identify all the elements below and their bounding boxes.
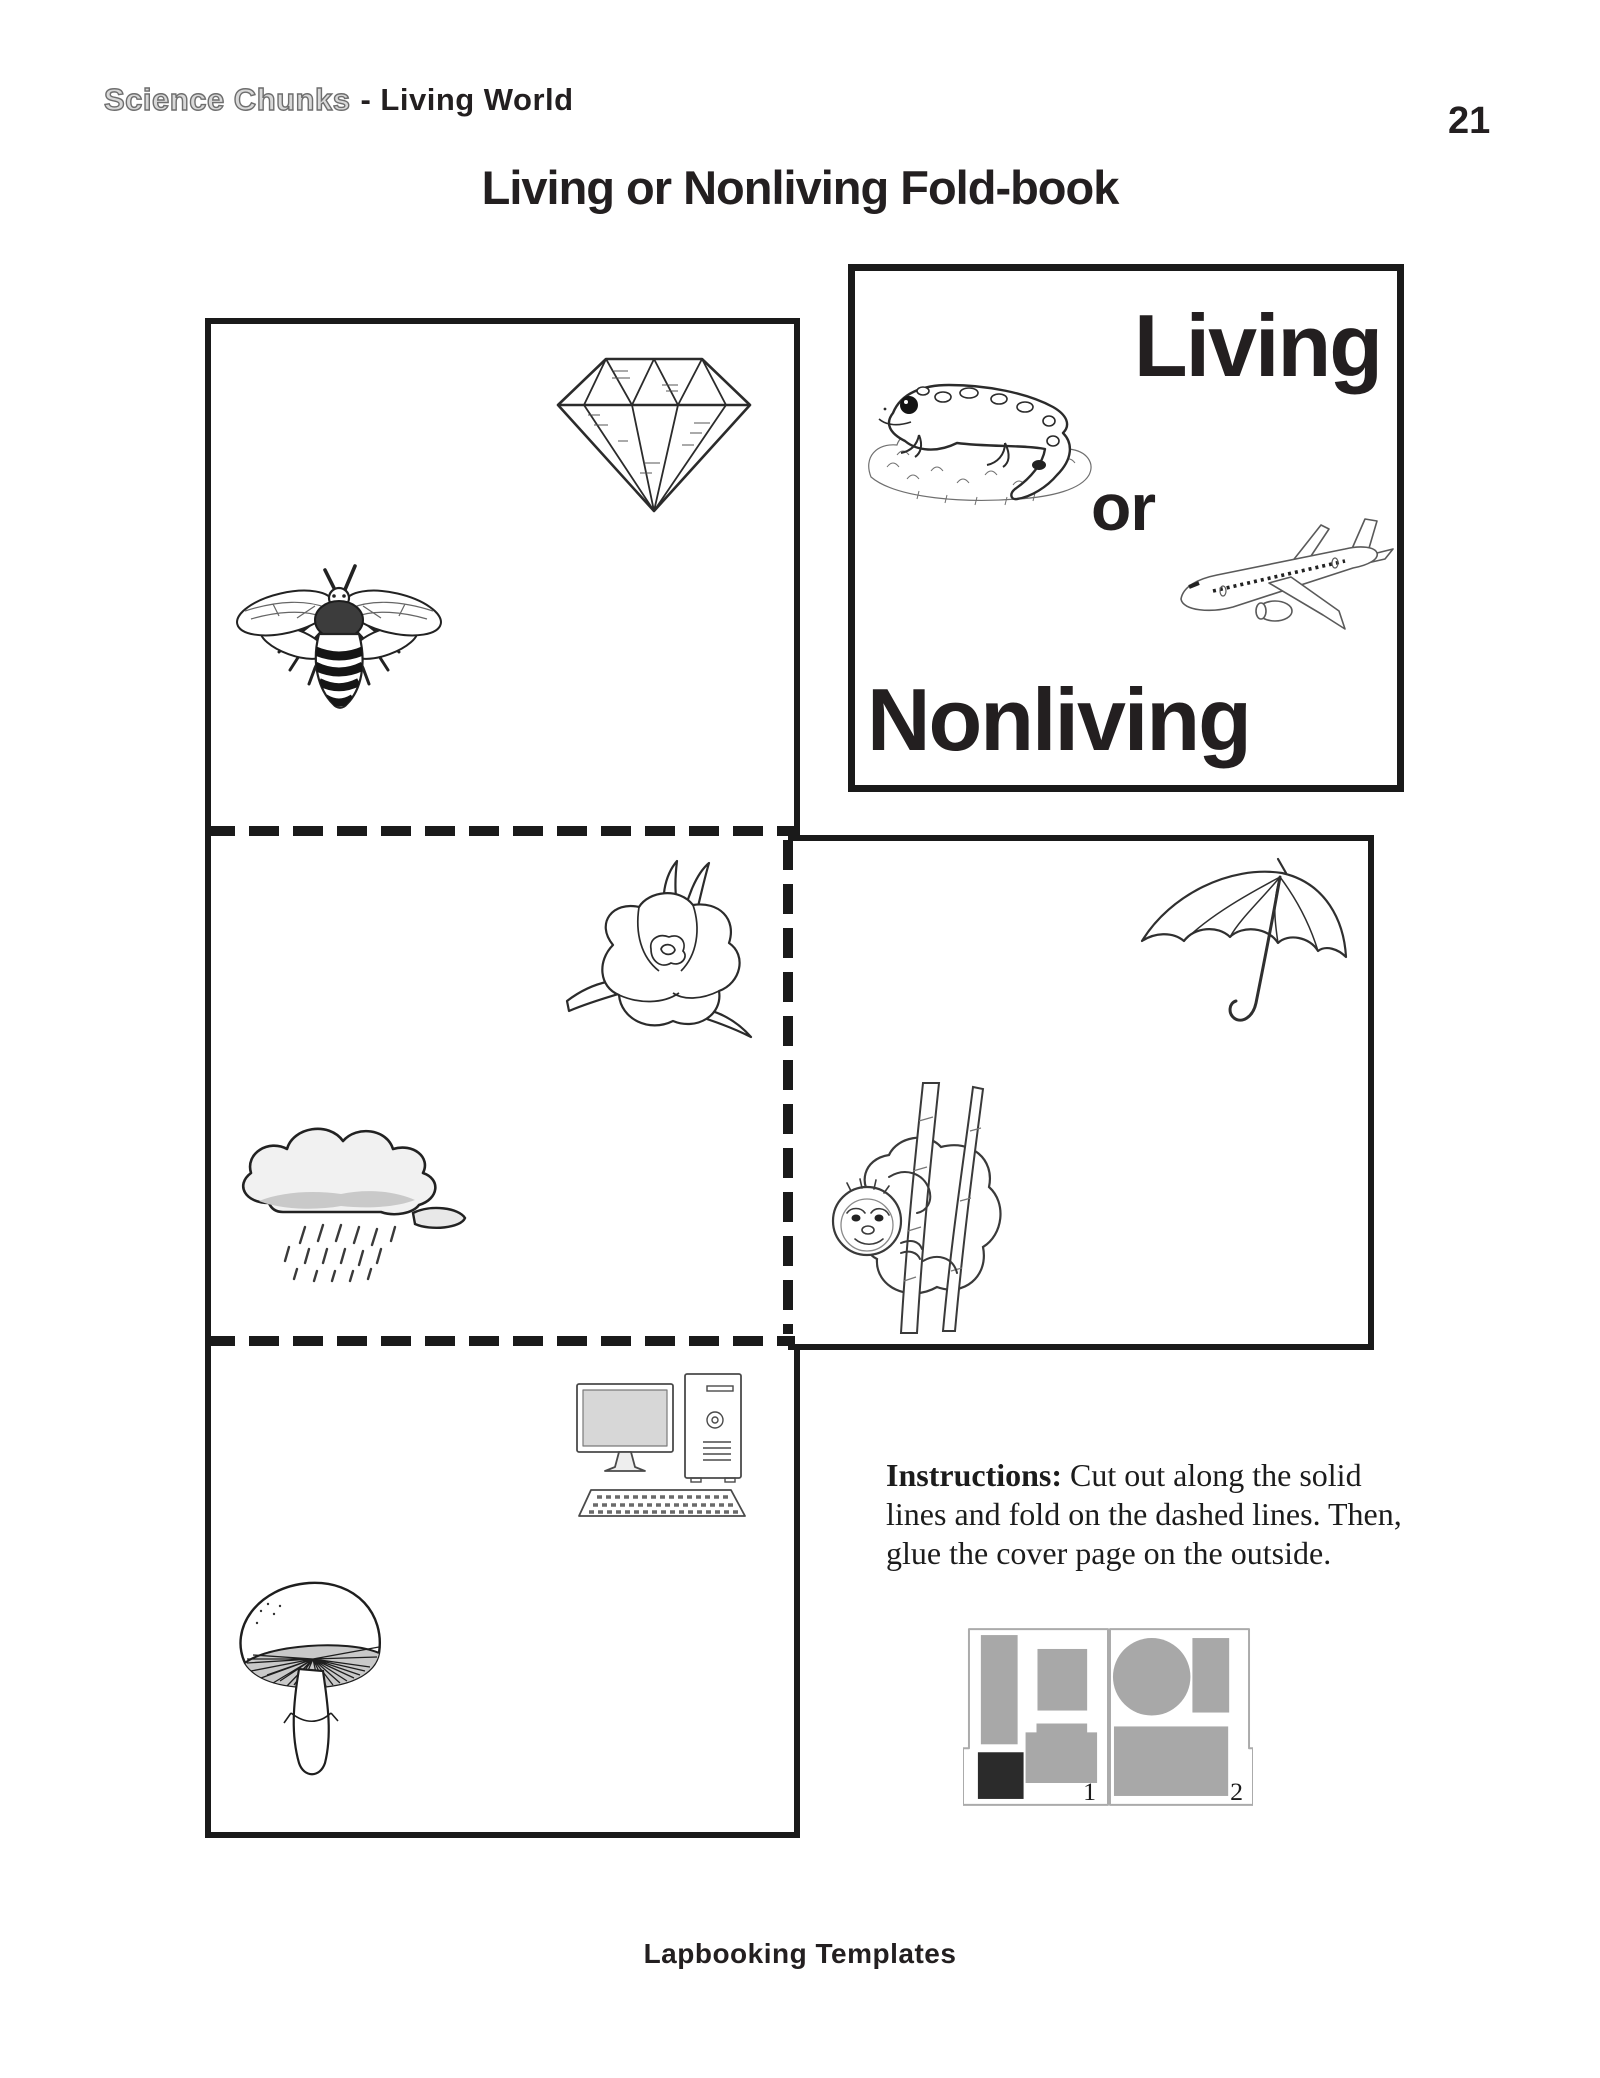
instructions-text xyxy=(886,1456,1418,1573)
airplane-illustration xyxy=(1173,511,1395,651)
footer-text: Lapbooking Templates xyxy=(643,1938,957,1969)
flower-illustration xyxy=(555,853,755,1049)
foldbook-panel-3 xyxy=(205,1345,800,1838)
fold-line-horizontal-2 xyxy=(205,1336,795,1346)
foldbook-panel-2 xyxy=(205,835,794,1345)
instructions-body: Cut out along the solid lines and fold on the dashed lines. Then, glue the cover page on the outside. xyxy=(886,1457,1402,1572)
foldbook-panel-right xyxy=(788,835,1374,1350)
diamond-illustration xyxy=(544,345,766,517)
honeybee-illustration xyxy=(227,556,453,716)
fold-line-vertical xyxy=(783,840,793,1334)
salamander-on-moss-illustration xyxy=(857,347,1109,509)
header-subtitle: - Living World xyxy=(360,82,574,117)
page-title: Living or Nonliving Fold-book xyxy=(481,161,1119,214)
fold-diagram-page2-label: 2 xyxy=(1230,1776,1244,1806)
desktop-computer-illustration xyxy=(573,1370,753,1538)
fold-line-horizontal-1 xyxy=(205,826,795,836)
page-number: 21 xyxy=(1448,100,1491,142)
rain-cloud-illustration xyxy=(217,1101,477,1283)
sloth-illustration xyxy=(805,1081,1041,1337)
umbrella-illustration xyxy=(1130,853,1356,1039)
cover-page-box xyxy=(848,264,1404,792)
series-title: Science Chunks xyxy=(104,82,351,117)
fold-diagram xyxy=(963,1627,1253,1808)
fold-diagram-page1-label: 1 xyxy=(1083,1776,1097,1806)
page-header xyxy=(104,82,574,118)
cover-word-nonliving: Nonliving xyxy=(867,670,1250,769)
foldbook-panel-1 xyxy=(205,318,800,841)
instructions-label: Instructions: xyxy=(886,1457,1063,1493)
cover-word-living: Living xyxy=(1133,296,1381,395)
fold-diagram-black-square xyxy=(978,1752,1024,1799)
mushroom-illustration xyxy=(227,1567,393,1789)
cover-word-or: or xyxy=(1091,470,1155,544)
